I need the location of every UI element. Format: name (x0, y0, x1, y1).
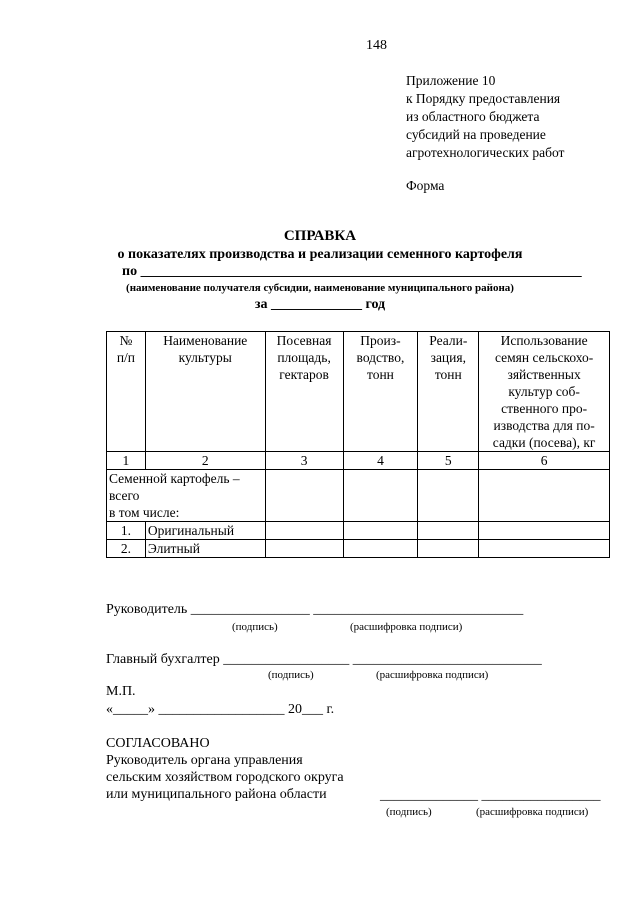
accountant-sign-caption: (подпись) (268, 669, 314, 681)
table-cell (343, 470, 418, 522)
header-text: садки (посева), кг (492, 435, 596, 450)
head-signature-line: Руководитель _________________ ______________________________ (106, 602, 524, 617)
header-text: Реали- (429, 333, 468, 348)
column-number: 4 (343, 452, 418, 470)
column-number: 3 (265, 452, 343, 470)
header-text: Посевная (276, 333, 332, 348)
column-number-row (107, 452, 610, 470)
header-text: ственного про- (501, 401, 588, 416)
agreed-sign-caption: (подпись) (386, 806, 432, 818)
table-row-total (107, 470, 610, 522)
table-cell (418, 522, 479, 540)
stamp-placeholder: М.П. (106, 684, 136, 699)
accountant-decode-caption: (расшифровка подписи) (376, 669, 489, 681)
table-cell (265, 540, 343, 558)
header-text: Наименование (163, 333, 248, 348)
header-text: зация, (430, 350, 466, 365)
header-text: водство, (356, 350, 405, 365)
document-subtitle: о показателях производства и реализации семенного картофеля (117, 247, 523, 262)
row-number: 1. (107, 522, 146, 540)
appendix-line: из областного бюджета (406, 109, 540, 124)
page-number: 148 (366, 38, 387, 53)
header-text: тонн (434, 367, 462, 382)
appendix-line: к Порядку предоставления (406, 91, 561, 106)
table-cell (265, 470, 343, 522)
agreed-decode-caption: (расшифровка подписи) (476, 806, 589, 818)
accountant-signature-line: Главный бухгалтер __________________ ___________________________ (106, 652, 542, 667)
recipient-caption: (наименование получателя субсидии, наименование муниципального района) (126, 282, 514, 294)
label-text: Семенной картофель – (109, 471, 240, 486)
agreed-line: или муниципального района области (106, 787, 327, 802)
period-line: за _____________ год (254, 297, 386, 312)
form-label: Форма (406, 178, 445, 193)
appendix-line: агротехнологических работ (406, 145, 565, 160)
table-cell (479, 540, 610, 558)
appendix-line: Приложение 10 (406, 73, 496, 88)
label-text: всего (109, 488, 140, 503)
table-cell (479, 522, 610, 540)
header-text: п/п (116, 350, 136, 365)
column-number: 1 (107, 452, 146, 470)
head-sign-caption: (подпись) (232, 621, 278, 633)
row-name: Элитный (145, 540, 265, 558)
table-row (107, 522, 610, 540)
label-text: в том числе: (109, 505, 180, 520)
table-cell (479, 470, 610, 522)
table-row (107, 540, 610, 558)
column-number: 6 (479, 452, 610, 470)
header-text: гектаров (279, 367, 329, 382)
header-text: семян сельскохо- (494, 350, 594, 365)
row-name: Оригинальный (145, 522, 265, 540)
recipient-line: по _______________________________________________________________ (122, 264, 582, 279)
header-text: культур соб- (508, 384, 580, 399)
table-header-row (107, 332, 610, 452)
header-text: площадь, (277, 350, 331, 365)
report-table (106, 331, 610, 558)
agreed-signature-line: ______________ _________________ (380, 788, 601, 803)
document-title: СПРАВКА (283, 228, 357, 244)
header-text: изводства для по- (493, 418, 595, 433)
table-cell (343, 522, 418, 540)
date-line: «_____» __________________ 20___ г. (106, 702, 335, 717)
header-text: зяйственных (507, 367, 581, 382)
header-seed-usage (479, 332, 610, 452)
header-production (343, 332, 418, 452)
header-text: Использование (500, 333, 588, 348)
table-cell (343, 540, 418, 558)
header-number (107, 332, 146, 452)
agreed-heading: СОГЛАСОВАНО (106, 736, 210, 751)
appendix-block (406, 72, 564, 162)
head-decode-caption: (расшифровка подписи) (350, 621, 463, 633)
agreed-line: сельским хозяйством городского округа (106, 770, 344, 785)
agreed-line: Руководитель органа управления (106, 753, 303, 768)
table-cell (418, 470, 479, 522)
header-text: Произ- (360, 333, 401, 348)
header-text: культуры (178, 350, 232, 365)
row-number: 2. (107, 540, 146, 558)
header-sales (418, 332, 479, 452)
table-cell (265, 522, 343, 540)
header-text: № (119, 333, 133, 348)
appendix-line: субсидий на проведение (406, 127, 546, 142)
header-text: тонн (366, 367, 394, 382)
table-cell (418, 540, 479, 558)
header-crop-name (145, 332, 265, 452)
header-sown-area (265, 332, 343, 452)
column-number: 5 (418, 452, 479, 470)
column-number: 2 (145, 452, 265, 470)
total-row-label (107, 470, 266, 522)
